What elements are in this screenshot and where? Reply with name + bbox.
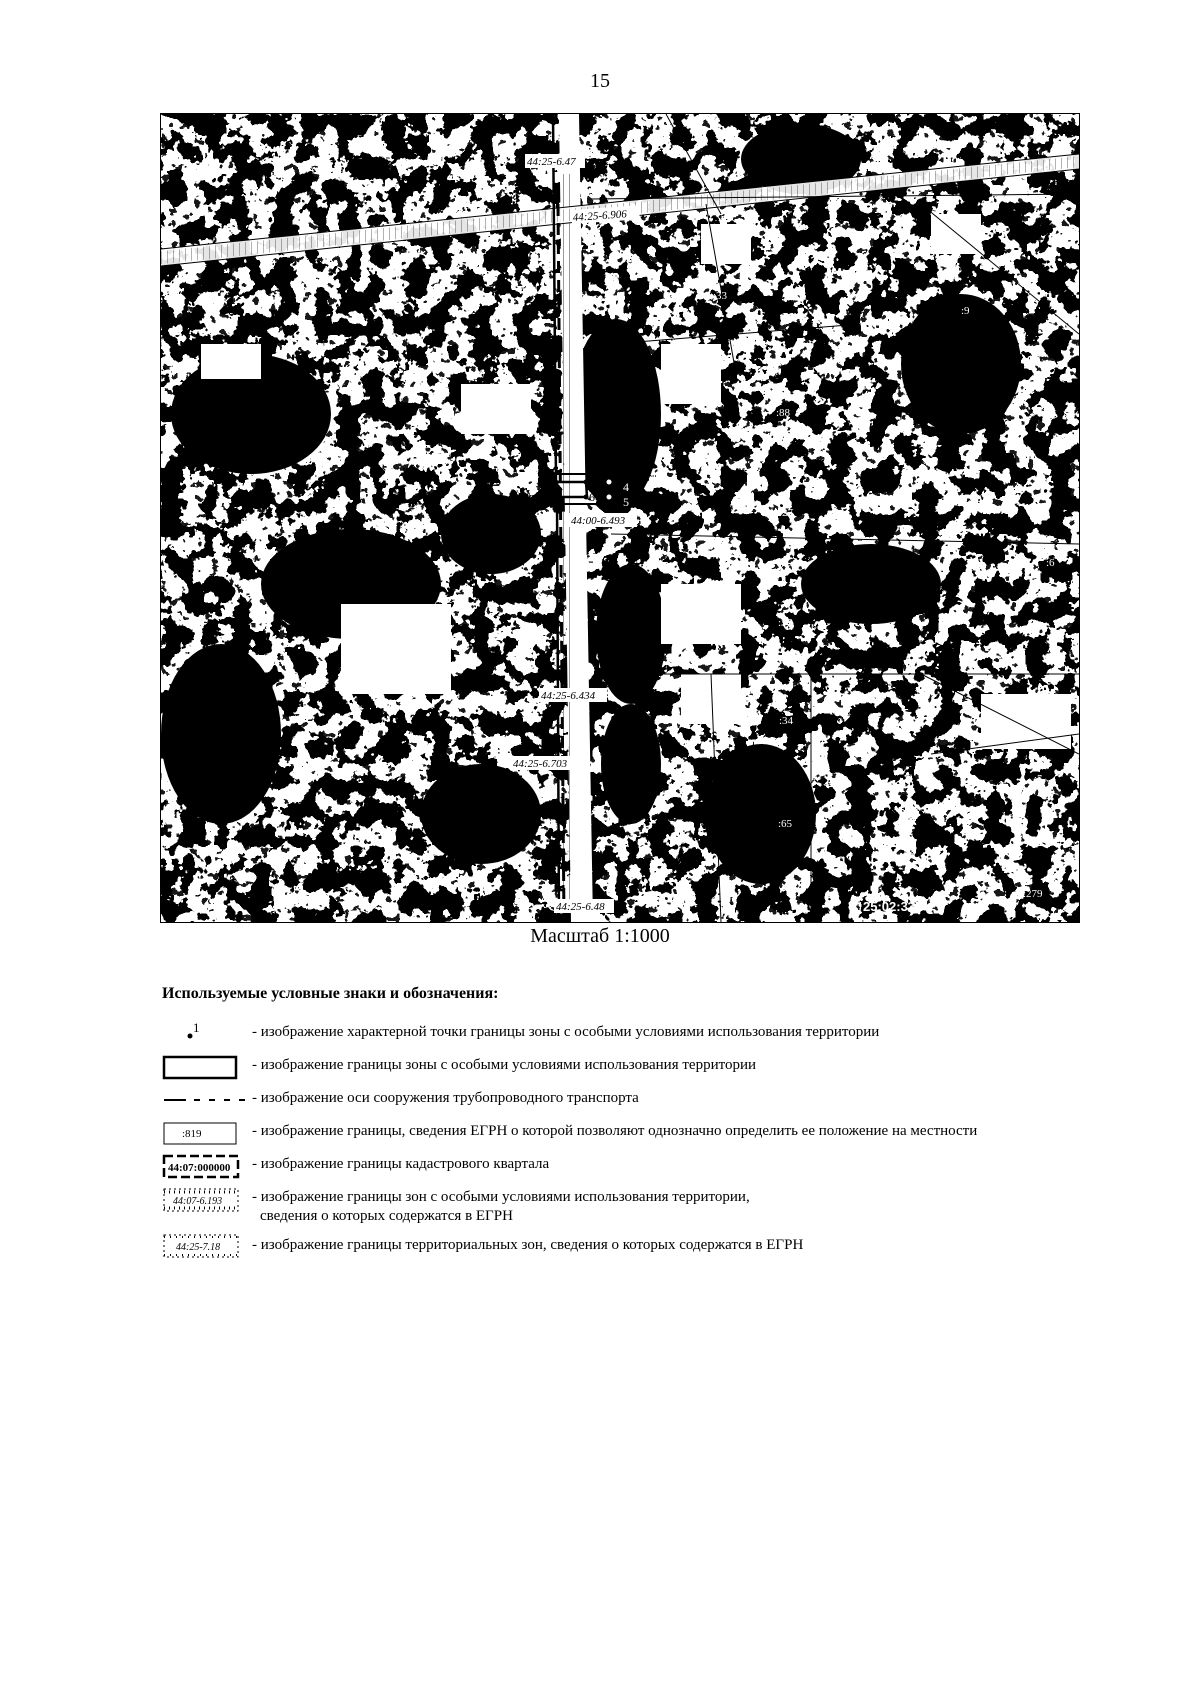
- svg-text:44:07:000000: 44:07:000000: [168, 1162, 231, 1174]
- parcel-label: :9: [961, 305, 970, 317]
- parcel-label: :34: [779, 715, 794, 727]
- point-4-marker: [607, 480, 612, 485]
- legend-item-label: - изображение границы зон с особыми условиями использования территории,: [252, 1189, 750, 1205]
- zone-label: 44:25-6.434: [541, 690, 596, 702]
- zouit-boundary-symbol: [160, 1185, 248, 1215]
- zone-label: 44:25-6.906: [572, 208, 628, 224]
- legend-item-label: - изображение границы зоны с особыми условиями использования территории: [252, 1057, 757, 1073]
- point-label: 1: [539, 488, 545, 502]
- point-label: 4: [623, 480, 629, 494]
- point-5-marker: [607, 495, 612, 500]
- parcel-boundary-symbol: [160, 1119, 248, 1149]
- legend-item-parcel-boundary: [160, 1119, 1080, 1152]
- zone-label: 44:25-6.703: [513, 758, 568, 770]
- parcel-label: :13: [1046, 673, 1061, 685]
- point-label: 2: [539, 469, 545, 483]
- legend-item-zone-boundary: [160, 1053, 1080, 1086]
- legend-item-label: - изображение границы, сведения ЕГРН о которой позволяют однозначно определить ее положение на местности: [252, 1123, 978, 1139]
- point-label: 5: [623, 495, 629, 509]
- point-1-marker: [548, 495, 553, 500]
- svg-text::819: :819: [182, 1128, 202, 1140]
- svg-text:1: 1: [193, 1020, 200, 1035]
- parcel-label: :65: [778, 818, 793, 830]
- zone-label: 44:25-6.47: [527, 156, 576, 168]
- legend-item-zouit-boundary: [160, 1185, 1080, 1233]
- legend-title: Используемые условные знаки и обозначения:: [162, 985, 499, 1002]
- parcel-label: :5: [1034, 773, 1043, 785]
- territorial-zone-symbol: [160, 1233, 248, 1263]
- cadastral-quarter-label: 25:02:337: [863, 899, 923, 914]
- map-image[interactable]: [160, 113, 1080, 923]
- map-scale: Масштаб 1:1000: [530, 925, 670, 947]
- zone-label: 44:00-6.493: [571, 515, 626, 527]
- svg-text:44:07-6.193: 44:07-6.193: [173, 1196, 223, 1207]
- legend-item-label: - изображение характерной точки границы зоны с особыми условиями использования территории: [252, 1024, 880, 1040]
- legend-item-label: - изображение границы территориальных зон, сведения о которых содержатся в ЕГРН: [252, 1237, 804, 1253]
- point-6-marker: [584, 495, 589, 500]
- parcel-label: :88: [776, 407, 791, 419]
- point-label: 6: [589, 490, 595, 504]
- legend-item-point: [160, 1020, 1080, 1053]
- svg-text:44:25-7.18: 44:25-7.18: [176, 1242, 221, 1253]
- characteristic-point-symbol: [160, 1020, 248, 1050]
- pipeline-axis-symbol: [160, 1086, 248, 1116]
- quarter-boundary-symbol: [160, 1152, 248, 1182]
- legend-item-label-continued: сведения о которых содержатся в ЕГРН: [260, 1208, 513, 1224]
- legend: [160, 1020, 1080, 1266]
- legend-item-pipeline-axis: [160, 1086, 1080, 1119]
- point-3-marker: [584, 480, 589, 485]
- legend-item-territorial-zone: [160, 1233, 1080, 1266]
- point-2-marker: [548, 480, 553, 485]
- parcel-label: :33: [713, 290, 728, 302]
- legend-item-label: - изображение границы кадастрового квартала: [252, 1156, 550, 1172]
- point-label: 3: [589, 469, 595, 483]
- page-number: 15: [590, 70, 610, 92]
- parcel-label: :279: [1023, 888, 1043, 900]
- zone-label: 44:25-6.48: [556, 901, 605, 913]
- aerial-map-svg: [161, 114, 1079, 922]
- legend-item-quarter-boundary: [160, 1152, 1080, 1185]
- parcel-label: :27: [779, 507, 794, 519]
- parcel-label: :37: [778, 617, 793, 629]
- legend-item-label: - изображение оси сооружения трубопроводного транспорта: [252, 1090, 639, 1106]
- parcel-label: :6: [1046, 557, 1055, 569]
- zone-boundary-symbol: [160, 1053, 248, 1083]
